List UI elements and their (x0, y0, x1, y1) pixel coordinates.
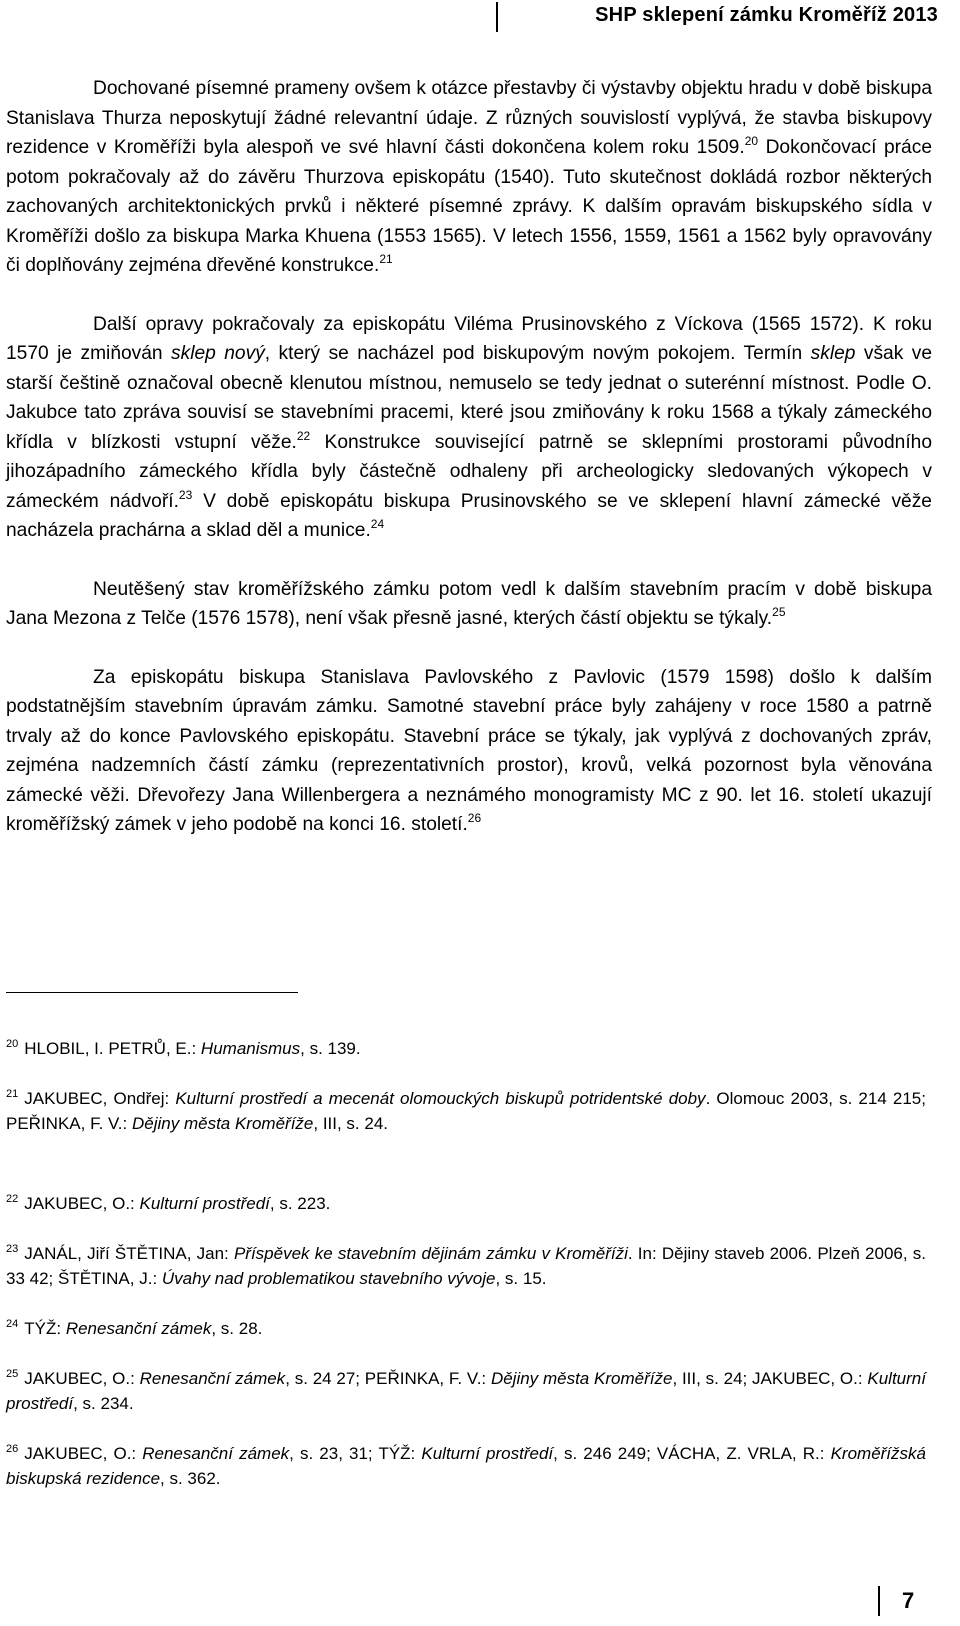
footnote-text: . Olomouc 2003, s. 214 215; PEŘINKA, F. V.: (6, 1089, 926, 1133)
footnote-text: JAKUBEC, Ondřej: (24, 1089, 176, 1108)
footnote-text: . In: Dějiny staveb 2006. Plzeň 2006, s. 33 42; ŠTĚTINA, J.: (6, 1244, 926, 1288)
footnote-number: 24 (6, 1318, 19, 1330)
footnote-text: JANÁL, Jiří ŠTĚTINA, Jan: (24, 1244, 234, 1263)
footnote-ref[interactable]: 26 (467, 811, 482, 825)
footnote-20 (6, 1036, 926, 1061)
footnote-text: , III, s. 24; JAKUBEC, O.: (672, 1369, 868, 1388)
footnote-title: Kulturní prostředí (421, 1444, 554, 1463)
paragraph-4 (6, 663, 932, 840)
emphasis-text: sklep (810, 343, 856, 364)
footnote-number: 23 (6, 1243, 19, 1255)
paragraph-text: Konstrukce související patrně se sklepními prostorami původního jihozápadního zámeckého křídla byly částečně odhaleny při archeologicky sledovaných výkopech v zámeckém nádvoří. (6, 431, 932, 512)
paragraph-text: , který se nacházel pod biskupovým novým pokojem. Termín (264, 343, 811, 364)
footnote-number: 22 (6, 1193, 19, 1205)
paragraph-3 (6, 575, 932, 634)
main-text (6, 74, 932, 869)
paragraph-text: však ve starší češtině označoval obecně klenutou místnou, nemuselo se tedy jednat o suterénní místnost. Podle O. Jakubce tato zpráva souvisí se stavebními pracemi, které jsou zmiňovány k roku 1568 a týkaly zámeckého křídla v blízkosti vstupní věže. (6, 343, 932, 453)
footnote-text: JAKUBEC, O.: (24, 1194, 140, 1213)
paragraph-text: Další opravy pokračovaly za episkopátu Viléma Prusinovského z Víckova (1565 1572). K roku 1570 je zmiňován (6, 313, 932, 364)
paragraph-text: Za episkopátu biskupa Stanislava Pavlovského z Pavlovic (1579 1598) došlo k dalším podstatnějším stavebním úpravám zámku. Samotné stavební práce byly zahájeny v roce 1580 a patrně trvaly až do konce Pavlovského episkopátu. Stavební práce se týkaly, jak vyplývá z dochovaných zpráv, zejména nadzemních částí zámku (reprezentativních prostor), krovů, velká pozornost byla věnována zámecké věži. Dřevořezy Jana Willenbergera a neznámého monogramisty MC z 90. let 16. století ukazují kroměřížský zámek v jeho podobě na konci 16. století. (6, 666, 932, 835)
footnote-ref[interactable]: 20 (744, 134, 759, 148)
footnote-text: , s. 23, 31; TÝŽ: (289, 1444, 422, 1463)
page-footer (878, 1586, 914, 1616)
footnote-text: , s. 15. (495, 1269, 547, 1288)
paragraph-1 (6, 74, 932, 281)
footnote-number: 25 (6, 1368, 19, 1380)
footnote-title: Příspěvek ke stavebním dějinám zámku v Kroměříži (233, 1244, 628, 1263)
paragraph-2 (6, 310, 932, 546)
footnote-text: JAKUBEC, O.: (24, 1444, 143, 1463)
paragraph-text: Dokončovací práce potom pokračovaly až do závěru Thurzova episkopátu (1540). Tuto skutečnost dokládá rozbor některých zachovaných architektonických prvků i některé písemné zprávy. K dalším opravám biskupského sídla v Kroměříži došlo za biskupa Marka Khuena (1553 1565). V letech 1556, 1559, 1561 a 1562 byly opravovány či doplňovány zejména dřevěné konstrukce. (6, 137, 932, 276)
footnote-text: , s. 28. (211, 1319, 263, 1338)
footnote-text: TÝŽ: (24, 1319, 66, 1338)
footnote-ref[interactable]: 25 (772, 605, 786, 619)
footnote-ref[interactable]: 23 (178, 487, 193, 502)
paragraph-text: V době episkopátu biskupa Prusinovského se ve sklepení hlavní zámecké věže nacházela prachárna a sklad děl a munice. (6, 490, 932, 541)
footnote-text: , s. 24 27; PEŘINKA, F. V.: (285, 1369, 491, 1388)
footnote-number: 26 (6, 1443, 19, 1455)
footnote-22 (6, 1191, 926, 1216)
footnote-number: 20 (6, 1038, 19, 1050)
footnote-title: Úvahy nad problematikou stavebního vývoje (161, 1269, 496, 1288)
footnote-text: , III, s. 24. (313, 1114, 389, 1133)
footnotes (6, 1036, 926, 1491)
footnote-title: Humanismus (200, 1039, 301, 1058)
footnote-title: Kroměřížská biskupská rezidence (6, 1444, 926, 1488)
footnote-text: , s. 246 249; VÁCHA, Z. VRLA, R.: (553, 1444, 831, 1463)
footnote-title: Renesanční zámek (65, 1319, 212, 1338)
footnote-title: Kulturní prostředí a mecenát olomouckých biskupů potridentské doby (175, 1089, 706, 1108)
footnote-ref[interactable]: 22 (296, 428, 311, 443)
footnote-ref[interactable]: 24 (370, 517, 385, 531)
running-header (496, 2, 938, 32)
emphasis-text: sklep nový (171, 343, 265, 364)
footnote-title: Renesanční zámek (142, 1444, 290, 1463)
footnote-21 (6, 1086, 926, 1136)
page-number: 7 (902, 1588, 915, 1613)
footnote-ref[interactable]: 21 (379, 252, 393, 266)
footnote-title: Dějiny města Kroměříže (490, 1369, 673, 1388)
footnote-text: HLOBIL, I. PETRŮ, E.: (24, 1039, 201, 1058)
footnote-23 (6, 1241, 926, 1291)
footnote-title: Renesanční zámek (139, 1369, 286, 1388)
footnote-title: Kulturní prostředí (139, 1194, 270, 1213)
footnote-text: JAKUBEC, O.: (24, 1369, 140, 1388)
footnote-25 (6, 1366, 926, 1416)
footnote-title: Kulturní prostředí (6, 1369, 926, 1413)
footnote-separator (6, 992, 298, 993)
footnote-text: , s. 223. (269, 1194, 331, 1213)
footnote-text: , s. 362. (160, 1469, 221, 1488)
footnote-number: 21 (6, 1088, 19, 1100)
footnote-text: , s. 234. (73, 1394, 134, 1413)
header-title: SHP sklepení zámku Kroměříž 2013 (595, 4, 938, 26)
footnote-26 (6, 1441, 926, 1491)
paragraph-text: Dochované písemné prameny ovšem k otázce přestavby či výstavby objektu hradu v době biskupa Stanislava Thurza neposkytují žádné relevantní údaje. Z různých souvislostí vyplývá, že stavba biskupovy rezidence v Kroměříži byla alespoň ve své hlavní části dokončena kolem roku 1509. (6, 78, 932, 158)
paragraph-text: Neutěšený stav kroměřížského zámku potom vedl k dalším stavebním pracím v době biskupa Jana Mezona z Telče (1576 1578), není však přesně jasné, kterých částí objektu se týkaly. (6, 578, 932, 629)
footnote-text: , s. 139. (300, 1039, 361, 1058)
footnote-24 (6, 1316, 926, 1341)
footnote-title: Dějiny města Kroměříže (131, 1114, 314, 1133)
